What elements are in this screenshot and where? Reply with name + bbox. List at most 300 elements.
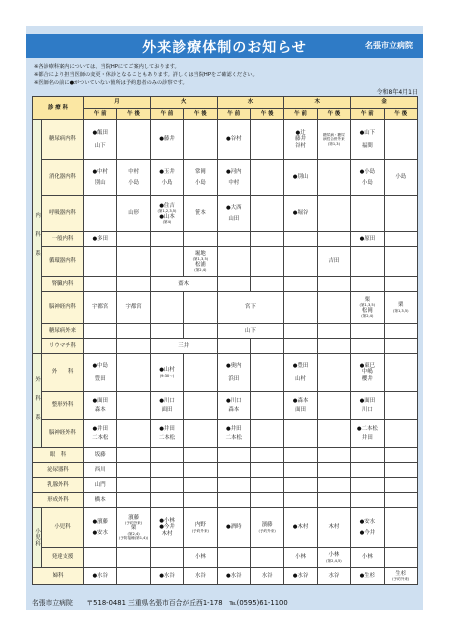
group-surgical: 外 科 系 [33,354,42,448]
schedule-cell [184,568,217,585]
dept-label: 呼吸器内科 [42,196,84,232]
schedule-cell [117,232,150,247]
doctor-name: ●中島 [92,363,108,370]
clinic-note: (第1,3,5) [192,257,209,262]
doctor-name: ●山下 [359,130,376,137]
schedule-cell [351,354,384,392]
schedule-cell [317,463,350,478]
schedule-cell [150,324,183,339]
schedule-cell [84,448,117,463]
doctor-name: 中村 [128,168,139,175]
doctor-name: ●河内 [226,168,242,175]
schedule-cell [317,420,350,448]
doctor-name: ●今井 [359,530,376,536]
doctor-name: 井田 [361,435,373,441]
doctor-name: ●豊田 [292,363,309,370]
schedule-cell [117,354,150,392]
day-header-thu: 木 [284,97,351,109]
schedule-cell [284,277,317,292]
doctor-name: 藤井 [295,136,306,143]
schedule-cell [351,196,384,232]
doctor-name: 川口 [361,407,373,413]
schedule-cell [84,463,117,478]
dept-label: 脳神経外科 [42,420,84,448]
schedule-cell [384,339,417,354]
schedule-cell [150,478,183,493]
schedule-cell [117,420,150,448]
schedule-cell [250,392,283,420]
schedule-cell [117,448,150,463]
schedule-cell [217,548,250,568]
doctor-name: 福間 [361,142,373,149]
schedule-cell [351,339,384,354]
schedule-cell [351,508,384,548]
group-internal: 内 科 系 [33,120,42,354]
schedule-cell [84,420,117,448]
pm-header: 午 後 [117,109,150,120]
dept-label: 糖尿病内科 [42,120,84,160]
doctor-name: 小島 [361,180,373,186]
clinic-note: 病性合併外来 [323,137,345,142]
doctor-name: 中嶋 [361,369,373,376]
group-pediatric: 小児科 [33,508,42,568]
doctor-name: ●水谷 [92,572,108,579]
schedule-cell [284,354,317,392]
doctor-name: ●井田 [226,425,242,432]
schedule-cell [317,548,350,568]
schedule-cell [351,448,384,463]
doctor-name: ●原田 [359,235,376,242]
schedule-cell [184,160,217,196]
schedule-cell [217,354,250,392]
schedule-cell [250,478,283,493]
doctor-name: ●山本 [159,213,175,220]
schedule-cell [317,568,350,585]
schedule-cell [184,354,217,392]
schedule-cell [284,232,317,247]
schedule-cell [117,568,150,585]
doctor-name: ●面田 [92,397,108,404]
doctor-name: ●中村 [92,168,108,175]
schedule-cell [250,120,283,160]
schedule-cell [384,232,417,247]
schedule-cell [150,160,183,196]
schedule-cell [317,508,350,548]
doctor-name: ●濱藤 [92,518,108,525]
am-header: 午 前 [351,109,384,120]
doctor-name: 山門 [94,481,106,488]
dept-label: 乳腺外科 [33,478,84,493]
doctor-name: 山形 [128,210,139,217]
doctor-name: 内野 [194,522,206,529]
doctor-name: ●住吉 [159,203,175,210]
schedule-cell [184,232,217,247]
doctor-name: 宇都宮 [92,304,109,311]
doctor-name: ●谷村 [226,136,242,143]
schedule-cell [384,478,417,493]
doctor-name: 山下 [245,327,256,334]
corner-header: 診 療 科 [33,97,84,120]
header-banner [26,34,423,58]
doctor-name: 豊田 [94,375,106,382]
dept-label: 糖尿病外来 [42,324,84,339]
schedule-cell [217,324,284,339]
schedule-cell [150,120,183,160]
schedule-cell [150,448,183,463]
schedule-cell [84,324,117,339]
schedule-cell [217,232,250,247]
doctor-name: 小島 [161,180,173,186]
schedule-cell [351,392,384,420]
dept-label: リウマチ科 [42,339,84,354]
schedule-cell [250,232,283,247]
schedule-cell [84,392,117,420]
doctor-name: 浜田 [228,375,240,382]
schedule-cell [117,548,150,568]
doctor-name: 松岡 [361,307,373,314]
schedule-cell [317,478,350,493]
schedule-cell [351,478,384,493]
schedule-cell [117,508,150,548]
schedule-cell [117,277,150,292]
schedule-cell [117,160,150,196]
schedule-cell [217,392,250,420]
doctor-name: ●木村 [292,524,309,531]
dept-label: 腎臓内科 [42,277,84,292]
am-header: 午 前 [217,109,250,120]
doctor-name: ●別山 [292,174,309,181]
pm-header: 午 後 [317,109,350,120]
doctor-name: ●水谷 [226,572,242,579]
doctor-name: 西川 [94,466,106,473]
am-header: 午 前 [150,109,183,120]
schedule-cell [84,292,117,324]
doctor-name: 水谷 [194,572,206,579]
doctor-name: 谷村 [295,142,306,149]
clinic-note: (第1,2,3,5) [157,209,177,214]
schedule-cell [150,420,183,448]
doctor-name: 小林 [295,554,306,561]
clinic-note: (第2,4) [361,313,374,318]
doctor-name: 橋本 [94,496,106,503]
schedule-cell [150,568,183,585]
schedule-cell [351,493,384,508]
note-1: ※各診療科案内については、当院HPにてご案内しております。 [34,64,180,70]
schedule-cell [250,508,283,548]
doctor-name: 吉田 [328,258,340,265]
schedule-cell [150,292,183,324]
doctor-name: 櫻井 [361,375,373,382]
doctor-name: 水谷 [261,572,273,579]
doctor-name: 面田 [295,407,306,413]
schedule-cell [184,120,217,160]
schedule-cell [250,196,283,232]
schedule-cell [284,478,317,493]
doctor-name: ●今井 [159,524,175,531]
doctor-name: 栗 [364,297,371,304]
schedule-cell [250,160,283,196]
doctor-name: 二本松 [225,435,242,441]
schedule-cell [317,354,350,392]
schedule-cell [150,493,183,508]
hospital-name: 名張市立病院 [365,41,413,50]
clinic-note: (予約外来) [191,528,209,533]
doctor-name: ●飯田 [92,130,108,137]
schedule-cell [184,463,217,478]
pm-header: 午 後 [250,109,283,120]
schedule-cell [317,448,350,463]
doctor-name: 森本 [228,407,240,413]
doctor-name: 笹本 [194,210,206,217]
doctor-name: ●東巳 [359,363,376,370]
schedule-cell [84,120,117,160]
schedule-cell [284,420,317,448]
dept-label: 一般内科 [42,232,84,247]
schedule-cell [284,339,317,354]
clinic-note: (予防接種(第1,4)) [118,535,149,540]
schedule-cell [384,277,417,292]
schedule-cell [217,493,250,508]
doctor-name: 二本松 [158,435,176,441]
schedule-cell [317,324,350,339]
schedule-cell [317,196,350,232]
schedule-cell [150,277,217,292]
dept-label: 整形外科 [42,392,84,420]
doctor-name: 中村 [228,180,240,186]
doctor-name: 栗 [398,302,404,309]
dept-label: 形成外科 [33,493,84,508]
doctor-name: ●水谷 [159,572,175,579]
doctor-name: ●山村 [159,367,175,374]
schedule-cell [384,448,417,463]
schedule-cell [150,339,217,354]
schedule-cell [184,196,217,232]
doctor-name: ●小林 [159,518,175,525]
schedule-cell [250,354,283,392]
clinic-note: (第2,4) [194,267,207,272]
doctor-name: 小島 [194,180,206,186]
schedule-cell [284,493,317,508]
schedule-cell [217,448,250,463]
schedule-cell [117,463,150,478]
schedule-cell [250,548,283,568]
schedule-cell [351,277,384,292]
schedule-cell [284,324,317,339]
schedule-cell [284,292,317,324]
schedule-cell [184,448,217,463]
schedule-cell [150,508,183,548]
schedule-cell [84,493,117,508]
clinic-note: (予約外来) [392,577,410,582]
doctor-name: 齋木 [178,280,190,287]
schedule-cell [117,493,150,508]
doctor-name: 小林 [328,552,340,559]
schedule-cell [284,508,317,548]
clinic-note: (第1,3,5) [392,308,409,313]
dept-label: 脳神経内科 [42,292,84,324]
doctor-name: 宮下 [245,304,256,311]
clinic-note: (第2,4) [127,531,140,536]
schedule-cell [284,160,317,196]
schedule-cell [184,508,217,548]
schedule-cell [384,463,417,478]
day-header-tue: 火 [150,97,217,109]
effective-date: 令和8年4月1日 [376,89,418,96]
schedule-cell [217,420,250,448]
schedule-cell [150,392,183,420]
doctor-name: 小林 [194,554,206,561]
schedule-cell [284,247,317,277]
schedule-cell [284,120,317,160]
doctor-name: 栗 [130,525,137,532]
schedule-cell [284,448,317,463]
doctor-name: 松浦 [194,261,206,268]
doctor-name: 坂藤 [94,451,106,458]
schedule-cell [84,478,117,493]
schedule-cell [250,277,283,292]
schedule-cell [384,568,417,585]
doctor-name: ●辻 [295,130,306,137]
doctor-name: 水谷 [328,572,340,579]
dept-label: 婦科 [33,568,84,585]
schedule-cell [84,196,117,232]
doctor-name: ●多田 [92,235,108,242]
clinic-note: (第2,4,5) [326,558,342,563]
doctor-name: ●藤井 [159,136,175,143]
schedule-cell [84,508,117,548]
clinic-note: (第1,3,5) [359,303,376,308]
am-header: 午 前 [84,109,117,120]
schedule-cell [117,196,150,232]
doctor-name: 別山 [94,180,106,186]
schedule-cell [284,463,317,478]
schedule-cell [150,354,183,392]
schedule-cell [351,292,384,324]
clinic-note: (第1,3) [327,141,340,146]
schedule-cell [351,420,384,448]
schedule-cell [84,339,117,354]
schedule-cell [117,392,150,420]
doctor-name: ●二本松 [356,425,378,432]
clinic-note: (第4) [162,219,172,224]
schedule-cell [150,463,183,478]
dept-label: 発達支援 [42,548,84,568]
schedule-cell [217,568,250,585]
doctor-name: 山田 [228,216,240,222]
schedule-cell [217,292,284,324]
schedule-cell [84,568,117,585]
schedule-cell [217,478,250,493]
schedule-cell [351,324,384,339]
day-header-fri: 金 [351,97,418,109]
doctor-name: 濱藤 [261,522,273,529]
schedule-cell [84,277,117,292]
schedule-cell [184,478,217,493]
schedule-cell [351,232,384,247]
schedule-cell [384,420,417,448]
schedule-cell [217,508,250,548]
schedule-cell [217,463,250,478]
schedule-cell [217,196,250,232]
doctor-name: 常岡 [194,168,206,175]
schedule-cell [384,324,417,339]
doctor-name: ●生杉 [359,572,376,579]
doctor-name: ●井田 [159,425,175,432]
schedule-cell [317,493,350,508]
schedule-cell [84,160,117,196]
schedule-cell [184,392,217,420]
schedule-cell [317,392,350,420]
footer-address: 名張市立病院 〒518-0481 三重県名張市百合が丘西1-178 ℡(0595)61-1100 [32,599,288,607]
schedule-cell [351,568,384,585]
schedule-cell [317,339,350,354]
schedule-cell [384,548,417,568]
schedule-cell [184,548,217,568]
schedule-cell [284,568,317,585]
schedule-cell [117,324,150,339]
doctor-name: 小島 [128,180,139,186]
schedule-cell [184,493,217,508]
doctor-name: ●酒時 [226,524,242,531]
clinic-note: (9:30〜) [159,373,175,378]
schedule-cell [250,568,283,585]
schedule-cell [150,232,183,247]
schedule-cell [217,247,250,277]
doctor-name: ●安水 [359,518,376,525]
schedule-cell [117,339,150,354]
am-header: 午 前 [284,109,317,120]
schedule-cell [317,247,350,277]
doctor-name: ●川口 [226,397,242,404]
doctor-name: 山下 [94,142,106,149]
doctor-name: ●堀谷 [292,210,309,217]
schedule-cell [250,493,283,508]
dept-label: 眼 科 [33,448,84,463]
schedule-cell [117,120,150,160]
doctor-name: ●安水 [92,530,108,536]
schedule-cell [384,120,417,160]
schedule-cell [384,196,417,232]
note-3: ※医師名の前に●がついていない箇所は予約患者のみの診察です。 [34,80,188,86]
schedule-cell [117,478,150,493]
dept-label: 消化器内科 [42,160,84,196]
schedule-cell [384,354,417,392]
doctor-name: 宇都宮 [125,304,142,311]
doctor-name: ●井田 [92,425,108,432]
schedule-cell [284,548,317,568]
doctor-name: ●玉井 [159,168,175,175]
schedule-cell [351,548,384,568]
schedule-cell [250,420,283,448]
doctor-name: 濱藤 [128,515,139,522]
schedule-cell [384,292,417,324]
schedule-cell [184,292,217,324]
schedule-cell [150,548,183,568]
doctor-name: 木村 [328,524,340,531]
doctor-name: ●水谷 [292,572,309,579]
day-header-wed: 水 [217,97,284,109]
dept-label: 泌尿器科 [33,463,84,478]
schedule-cell [284,392,317,420]
schedule-cell [184,324,217,339]
dept-label: 循環器内科 [42,247,84,277]
schedule-cell [351,247,384,277]
schedule-cell [250,339,283,354]
doctor-name: ●面田 [359,397,376,404]
schedule-cell [384,392,417,420]
schedule-cell [117,247,150,277]
doctor-name: 森本 [94,407,106,413]
